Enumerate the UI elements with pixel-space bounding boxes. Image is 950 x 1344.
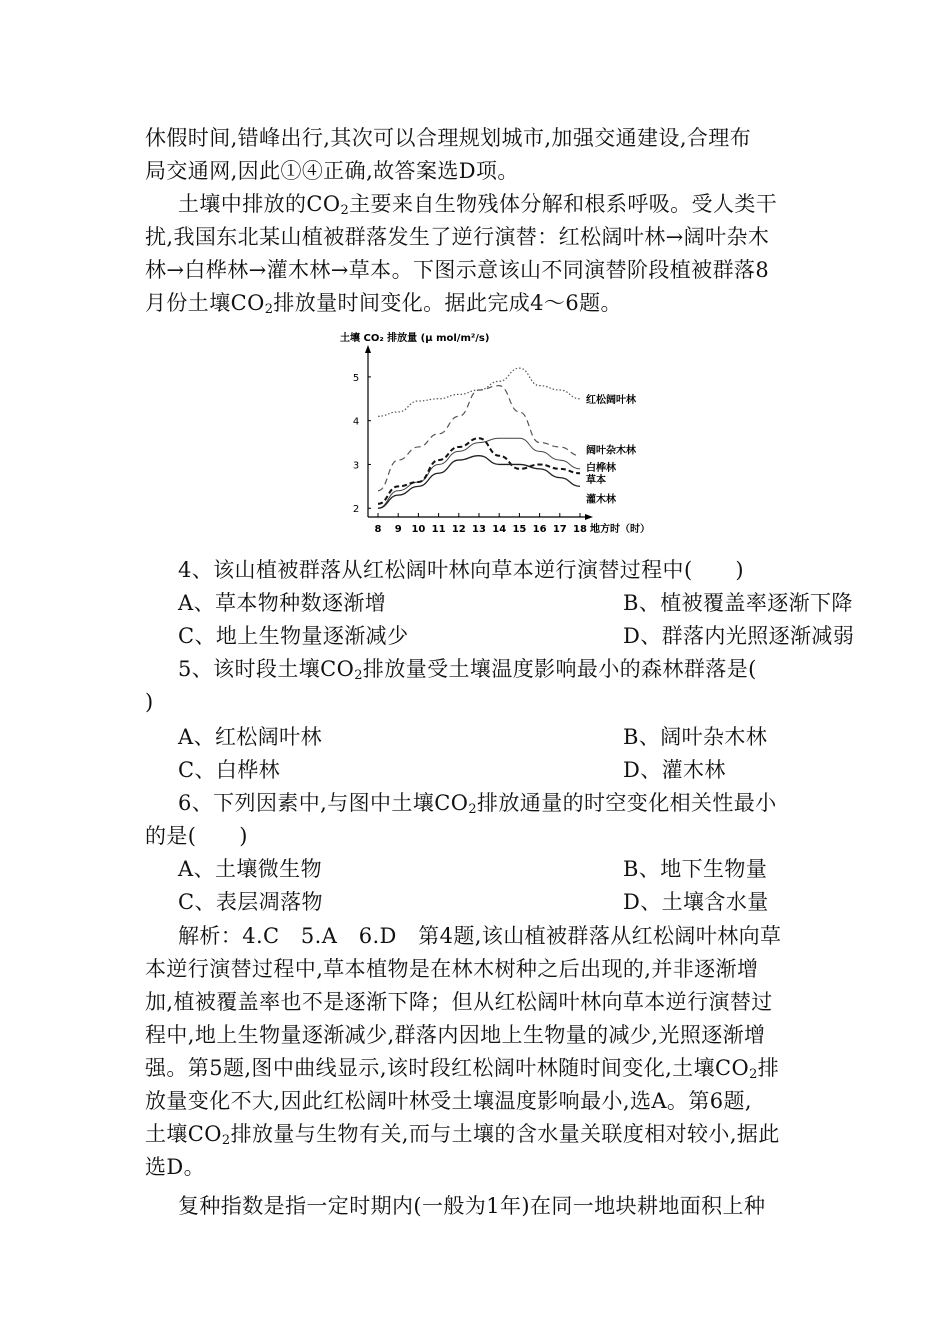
question-row [178, 754, 848, 787]
option-d[interactable]: D、灌木林 [623, 758, 726, 782]
question-row [178, 620, 855, 653]
series-label: 阔叶杂木林 [586, 445, 636, 457]
series-line-0 [378, 368, 580, 416]
analysis-line: 解析：4.C 5.A 6.D 第4题,该山植被群落从红松阔叶林向草 [178, 924, 782, 948]
option-a[interactable]: A、草本物种数逐渐增 [178, 591, 387, 615]
chart-title: 土壤 CO₂ 排放量 (μ mol/m²/s) [340, 333, 490, 344]
series-line-3 [378, 438, 580, 504]
y-axis-arrow [365, 345, 371, 353]
text-line: 复种指数是指一定时期内(一般为1年)在同一地块耕地面积上种 [178, 1194, 766, 1218]
question-row [178, 721, 848, 754]
question-row [178, 587, 853, 620]
series-line-4 [378, 456, 580, 509]
series-label: 红松阔叶林 [586, 394, 636, 406]
x-tick-label: 18 [573, 524, 587, 535]
question-6: 6、下列因素中,与图中土壤$CO_2$排放通量的时空变化相关性最小 [178, 791, 777, 817]
y-tick-label: 3 [352, 460, 360, 472]
analysis-line: 本逆行演替过程中,草本植物是在林木树种之后出现的,并非逐渐增 [145, 957, 759, 981]
y-tick-label: 2 [352, 504, 360, 516]
x-tick-label: 14 [492, 524, 507, 535]
question-5: 5、该时段土壤$CO_2$排放量受土壤温度影响最小的森林群落是( [178, 657, 757, 683]
option-b[interactable]: B、地下生物量 [623, 857, 768, 881]
x-tick-label: 17 [552, 524, 567, 535]
x-axis-label: 地方时（时） [590, 524, 650, 535]
x-tick-label: 9 [394, 524, 402, 535]
x-tick-label: 11 [431, 524, 446, 535]
text-line: 局交通网,因此①④正确,故答案选D项。 [145, 159, 519, 183]
analysis-line: 程中,地上生物量逐渐减少,群落内因地上生物量的减少,光照逐渐增 [145, 1023, 766, 1047]
text-line: 的是( ) [145, 824, 248, 848]
series-label: 白桦林 [586, 462, 616, 474]
option-d[interactable]: D、土壤含水量 [623, 890, 769, 914]
x-tick-label: 16 [532, 524, 547, 535]
x-tick-label: 12 [451, 524, 466, 535]
question-row [178, 853, 848, 886]
option-c[interactable]: C、白桦林 [178, 758, 281, 782]
text-line: ) [145, 690, 154, 714]
option-d[interactable]: D、群落内光照逐渐减弱 [623, 624, 855, 648]
analysis-line: 选D。 [145, 1155, 206, 1179]
option-a[interactable]: A、红松阔叶林 [178, 725, 322, 749]
analysis-line: 强。第5题,图中曲线显示,该时段红松阔叶林随时间变化,土壤$CO_2$排 [145, 1056, 780, 1082]
x-tick-label: 13 [472, 524, 486, 535]
x-tick-label: 8 [374, 524, 382, 535]
text-line: 扰,我国东北某山植被群落发生了逆行演替：红松阔叶林→阔叶杂木 [145, 225, 770, 249]
series-line-1 [378, 386, 580, 491]
y-tick-label: 4 [352, 416, 360, 428]
y-tick-label: 5 [352, 372, 360, 384]
option-a[interactable]: A、土壤微生物 [178, 857, 322, 881]
option-c[interactable]: C、表层凋落物 [178, 890, 323, 914]
analysis-line: 土壤$CO_2$排放量与生物有关,而与土壤的含水量关联度相对较小,据此 [145, 1122, 780, 1148]
option-b[interactable]: B、植被覆盖率逐渐下降 [623, 591, 853, 615]
analysis-line: 放量变化不大,因此红松阔叶林受土壤温度影响最小,选A。第6题, [145, 1089, 752, 1113]
text-line: 休假时间,错峰出行,其次可以合理规划城市,加强交通建设,合理布 [145, 126, 752, 150]
co2-emission-chart [330, 325, 690, 545]
question-row [178, 886, 848, 919]
option-c[interactable]: C、地上生物量逐渐减少 [178, 624, 409, 648]
text-line: 林→白桦林→灌木林→草本。下图示意该山不同演替阶段植被群落8 [145, 258, 770, 282]
text-line: 月份土壤$CO_2$排放量时间变化。据此完成4～6题。 [145, 291, 622, 317]
x-tick-label: 10 [411, 524, 426, 535]
series-label: 灌木林 [586, 494, 616, 506]
option-b[interactable]: B、阔叶杂木林 [623, 725, 768, 749]
x-tick-label: 15 [512, 524, 527, 535]
series-label: 草本 [586, 475, 606, 487]
text-line: 土壤中排放的$CO_2$主要来自生物残体分解和根系呼吸。受人类干 [178, 192, 778, 218]
analysis-line: 加,植被覆盖率也不是逐渐下降；但从红松阔叶林向草本逆行演替过 [145, 990, 773, 1014]
question-4: 4、该山植被群落从红松阔叶林向草本逆行演替过程中( ) [178, 558, 744, 582]
x-axis-arrow [585, 514, 593, 520]
